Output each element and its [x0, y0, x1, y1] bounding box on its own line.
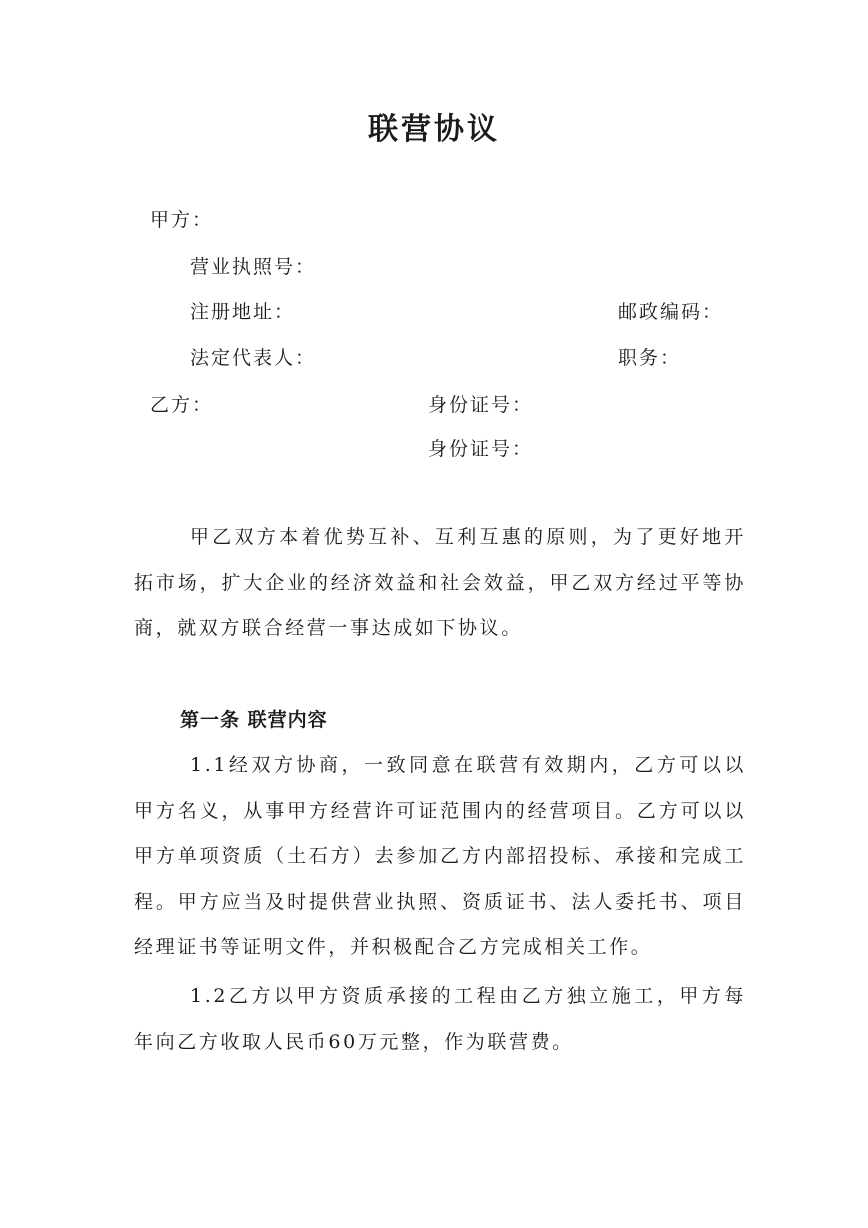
clause-1-1: 1.1经双方协商，一致同意在联营有效期内，乙方可以以甲方名义，从事甲方经营许可证范围内的经营项目。乙方可以以甲方单项资质（土石方）去参加乙方内部招投标、承接和完成工程。甲方应当及时提供营业执照、资质证书、法人委托书、项目经理证书等证明文件，并积极配合乙方完成相关工作。 [134, 754, 746, 958]
document-title: 联营协议 [368, 112, 500, 147]
party-a-label: 甲方： [150, 209, 214, 231]
business-license-label: 营业执照号： [190, 256, 317, 278]
id-number-label-2: 身份证号： [428, 438, 534, 460]
legal-representative-label: 法定代表人： [190, 347, 317, 369]
party-b-label: 乙方： [150, 394, 214, 416]
preamble-paragraph: 甲乙双方本着优势互补、互利互惠的原则，为了更好地开拓市场，扩大企业的经济效益和社会效益，甲乙双方经过平等协商，就双方联合经营一事达成如下协议。 [134, 526, 746, 639]
postcode-label: 邮政编码： [618, 301, 724, 323]
clause-1-2: 1.2乙方以甲方资质承接的工程由乙方独立施工，甲方每年向乙方收取人民币60万元整，作为联营费。 [134, 985, 746, 1053]
position-label: 职务： [618, 347, 682, 369]
id-number-label-1: 身份证号： [428, 394, 534, 416]
article-1-heading: 第一条 联营内容 [180, 709, 328, 731]
registered-address-label: 注册地址： [190, 301, 296, 323]
